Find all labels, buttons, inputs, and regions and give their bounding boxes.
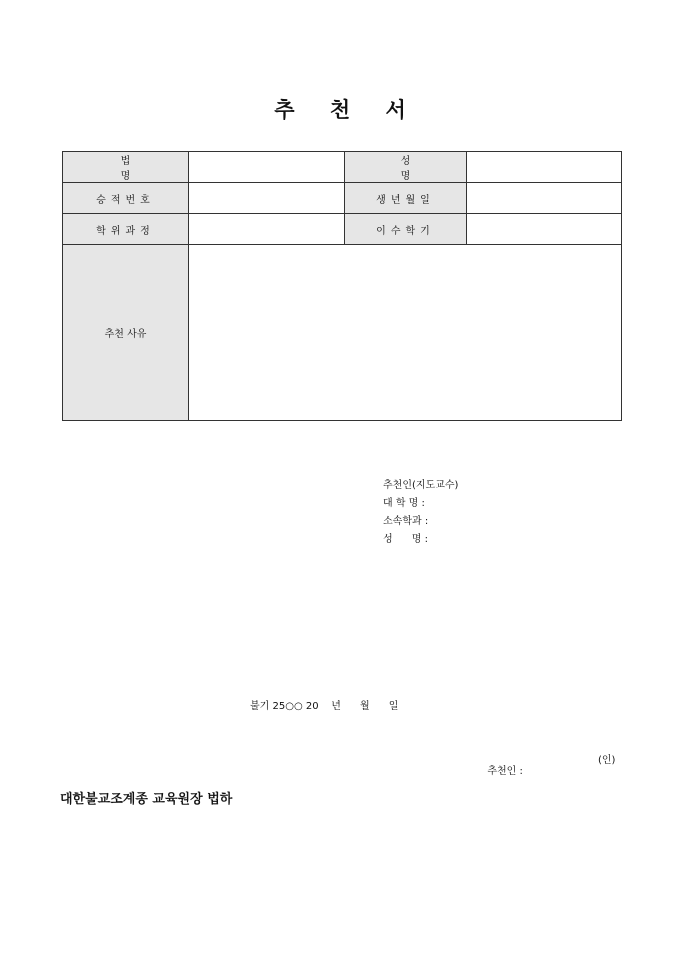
- document-title: 추 천 서: [274, 98, 420, 122]
- dharma-name-field[interactable]: [189, 152, 345, 183]
- seal-mark: (인): [598, 755, 616, 766]
- recommender-university: 대 학 명 :: [383, 498, 425, 509]
- dharma-name-label: 법 명: [63, 152, 189, 183]
- name-field[interactable]: [467, 152, 622, 183]
- form-row-reason: [63, 245, 622, 421]
- semesters-completed-field[interactable]: [467, 214, 622, 245]
- form-row-dharma-name: [63, 152, 622, 183]
- recommender-name: 성 명 :: [383, 534, 428, 545]
- form-row-degree: [63, 214, 622, 245]
- ordination-number-field[interactable]: [189, 183, 345, 214]
- recommender-heading: 추천인(지도교수): [383, 480, 459, 491]
- birth-date-label: 생년월일: [345, 183, 467, 214]
- signature-label: 추천인 :: [487, 766, 523, 777]
- recommendation-reason-label: 추천 사유: [63, 245, 189, 421]
- recommender-department: 소속학과 :: [383, 516, 429, 527]
- degree-program-field[interactable]: [189, 214, 345, 245]
- addressee: 대한불교조계종 교육원장 법하: [60, 792, 233, 807]
- recommendation-form-table: [62, 151, 622, 421]
- ordination-number-label: 승적번호: [63, 183, 189, 214]
- signature-line: [481, 751, 616, 788]
- recommender-info-block: [383, 477, 458, 549]
- degree-program-label: 학위과정: [63, 214, 189, 245]
- form-row-ordination: [63, 183, 622, 214]
- semesters-completed-label: 이수학기: [345, 214, 467, 245]
- date-line: 불기 25○○ 20 년 월 일: [250, 701, 399, 712]
- name-label: 성 명: [345, 152, 467, 183]
- birth-date-field[interactable]: [467, 183, 622, 214]
- recommendation-reason-field[interactable]: [189, 245, 622, 421]
